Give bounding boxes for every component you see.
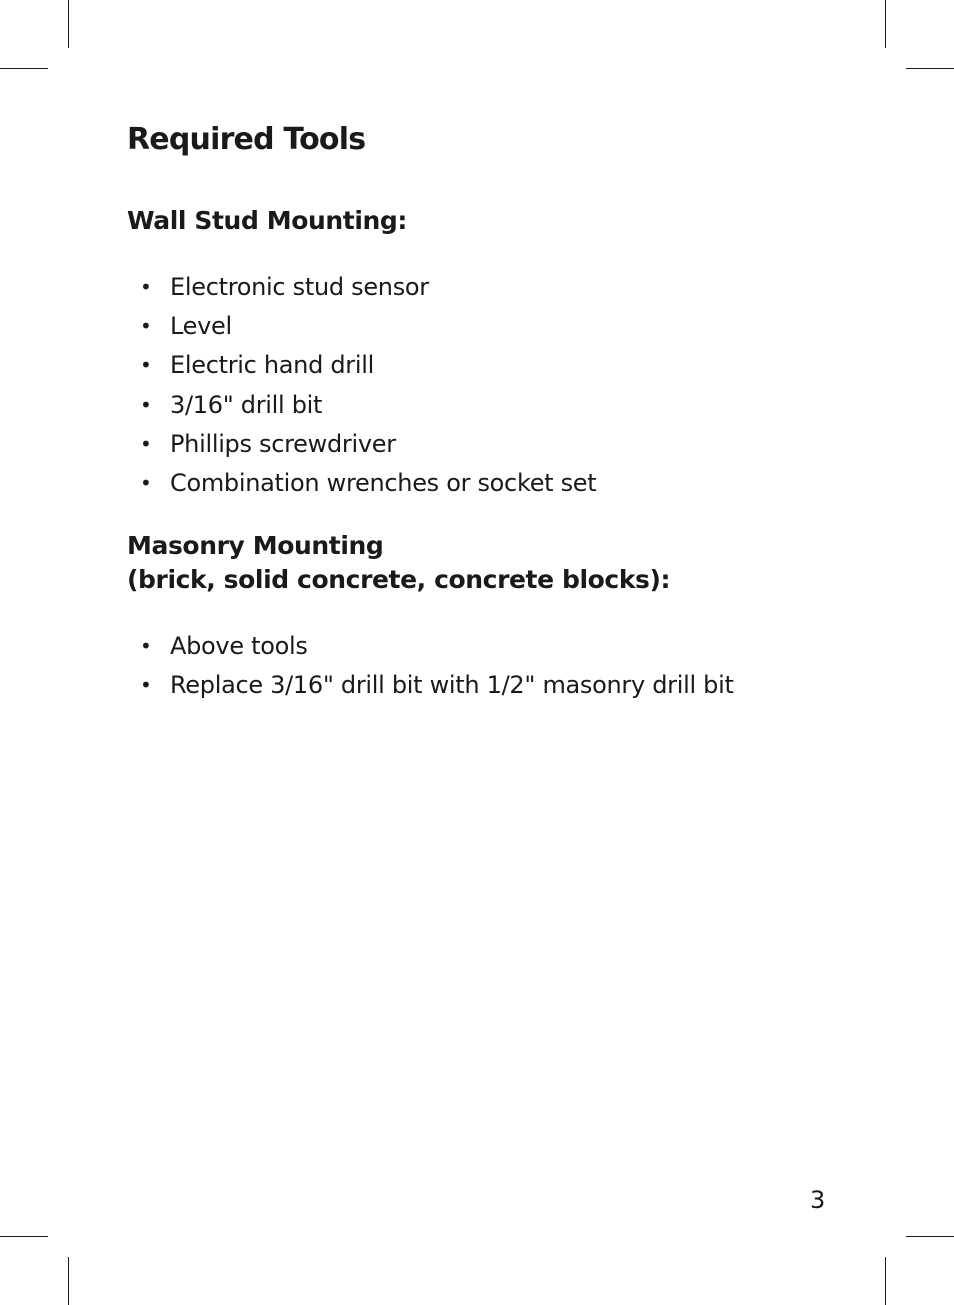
bullet-icon: • [140,353,152,378]
crop-mark-bottom-left-horizontal [0,1236,48,1237]
page-content [127,118,887,706]
page-number: 3 [810,1186,826,1214]
list-item-text: Electric hand drill [170,351,374,380]
bullet-icon: • [140,314,152,339]
crop-mark-bottom-left-vertical [68,1257,69,1305]
section-heading-line: Masonry Mounting [127,531,384,561]
section-heading-masonry [127,529,887,597]
tool-list-masonry [127,627,887,705]
list-item [127,464,887,503]
section-heading-line: (brick, solid concrete, concrete blocks): [127,565,671,595]
crop-mark-top-right-horizontal [906,68,954,69]
list-item [127,425,887,464]
crop-mark-bottom-right-horizontal [906,1236,954,1237]
list-item [127,666,887,705]
page-title: Required Tools [127,122,366,157]
list-item [127,346,887,385]
list-item [127,386,887,425]
list-item-text: Combination wrenches or socket set [170,469,597,498]
list-item-text: Electronic stud sensor [170,273,429,301]
bullet-icon: • [140,673,152,698]
list-item-text: Above tools [170,632,308,661]
list-item-text: 3/16" drill bit [170,390,323,419]
section-heading-wall-stud [127,204,887,238]
bullet-icon: • [140,634,152,659]
crop-mark-top-right-vertical [885,0,886,48]
list-item-text: Replace 3/16" drill bit with 1/2" masonry drill bit [170,671,734,700]
list-item-text: Level [170,312,232,341]
crop-mark-top-left-horizontal [0,68,48,69]
list-item [127,307,887,346]
bullet-icon: • [140,471,152,496]
crop-mark-bottom-right-vertical [885,1257,886,1305]
list-item [127,627,887,666]
section-heading-line: Wall Stud Mounting: [127,206,408,235]
crop-mark-top-left-vertical [68,0,69,48]
bullet-icon: • [140,275,152,299]
tool-list-wall-stud [127,268,887,503]
list-item-text: Phillips screwdriver [170,429,396,458]
bullet-icon: • [140,392,152,417]
bullet-icon: • [140,431,152,456]
list-item [127,268,887,307]
